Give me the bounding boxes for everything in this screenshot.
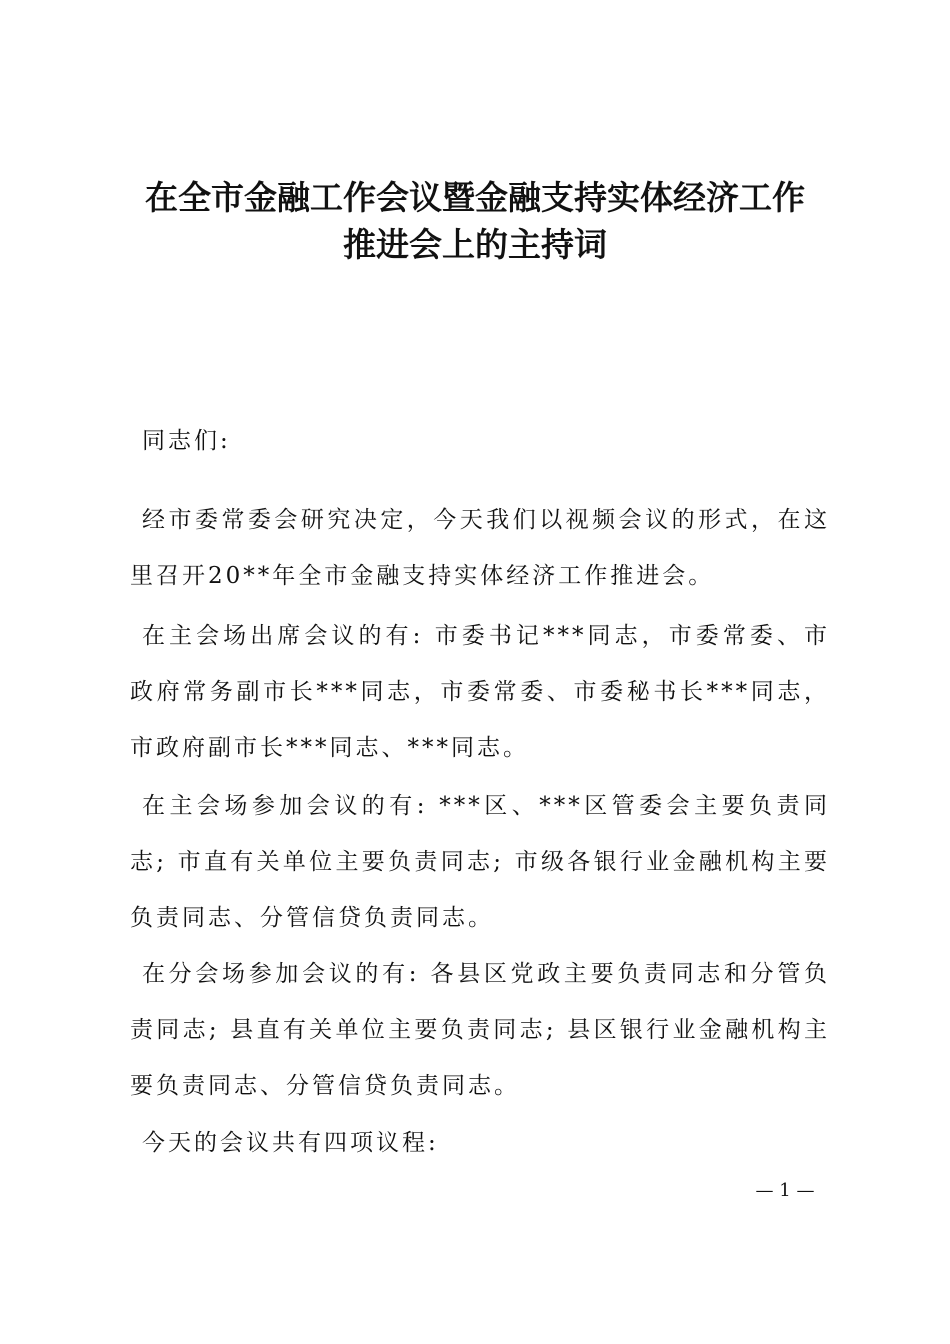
paragraph-meeting-intro: 经市委常委会研究决定，今天我们以视频会议的形式，在这里召开20**年全市金融支持实体经济工作推进会。 [130, 507, 830, 589]
document-title-line-2: 推进会上的主持词 [343, 225, 607, 264]
paragraph-agenda-intro: 今天的会议共有四项议程: [142, 1130, 439, 1156]
page-number: — 1 — [755, 1180, 815, 1201]
salutation: 同志们: [142, 428, 231, 454]
paragraph-branch-venue-participants: 在分会场参加会议的有: 各县区党政主要负责同志和分管负责同志; 县直有关单位主要负责同志; 县区银行业金融机构主要负责同志、分管信贷负责同志。 [130, 961, 830, 1099]
paragraph-main-venue-attendees: 在主会场出席会议的有: 市委书记***同志，市委常委、市政府常务副市长***同志，市委常委、市委秘书长***同志，市政府副市长***同志、***同志。 [130, 623, 830, 761]
document-title-line-1: 在全市金融工作会议暨金融支持实体经济工作 [145, 178, 805, 217]
paragraph-main-venue-participants: 在主会场参加会议的有: ***区、***区管委会主要负责同志; 市直有关单位主要负责同志; 市级各银行业金融机构主要负责同志、分管信贷负责同志。 [130, 793, 830, 931]
